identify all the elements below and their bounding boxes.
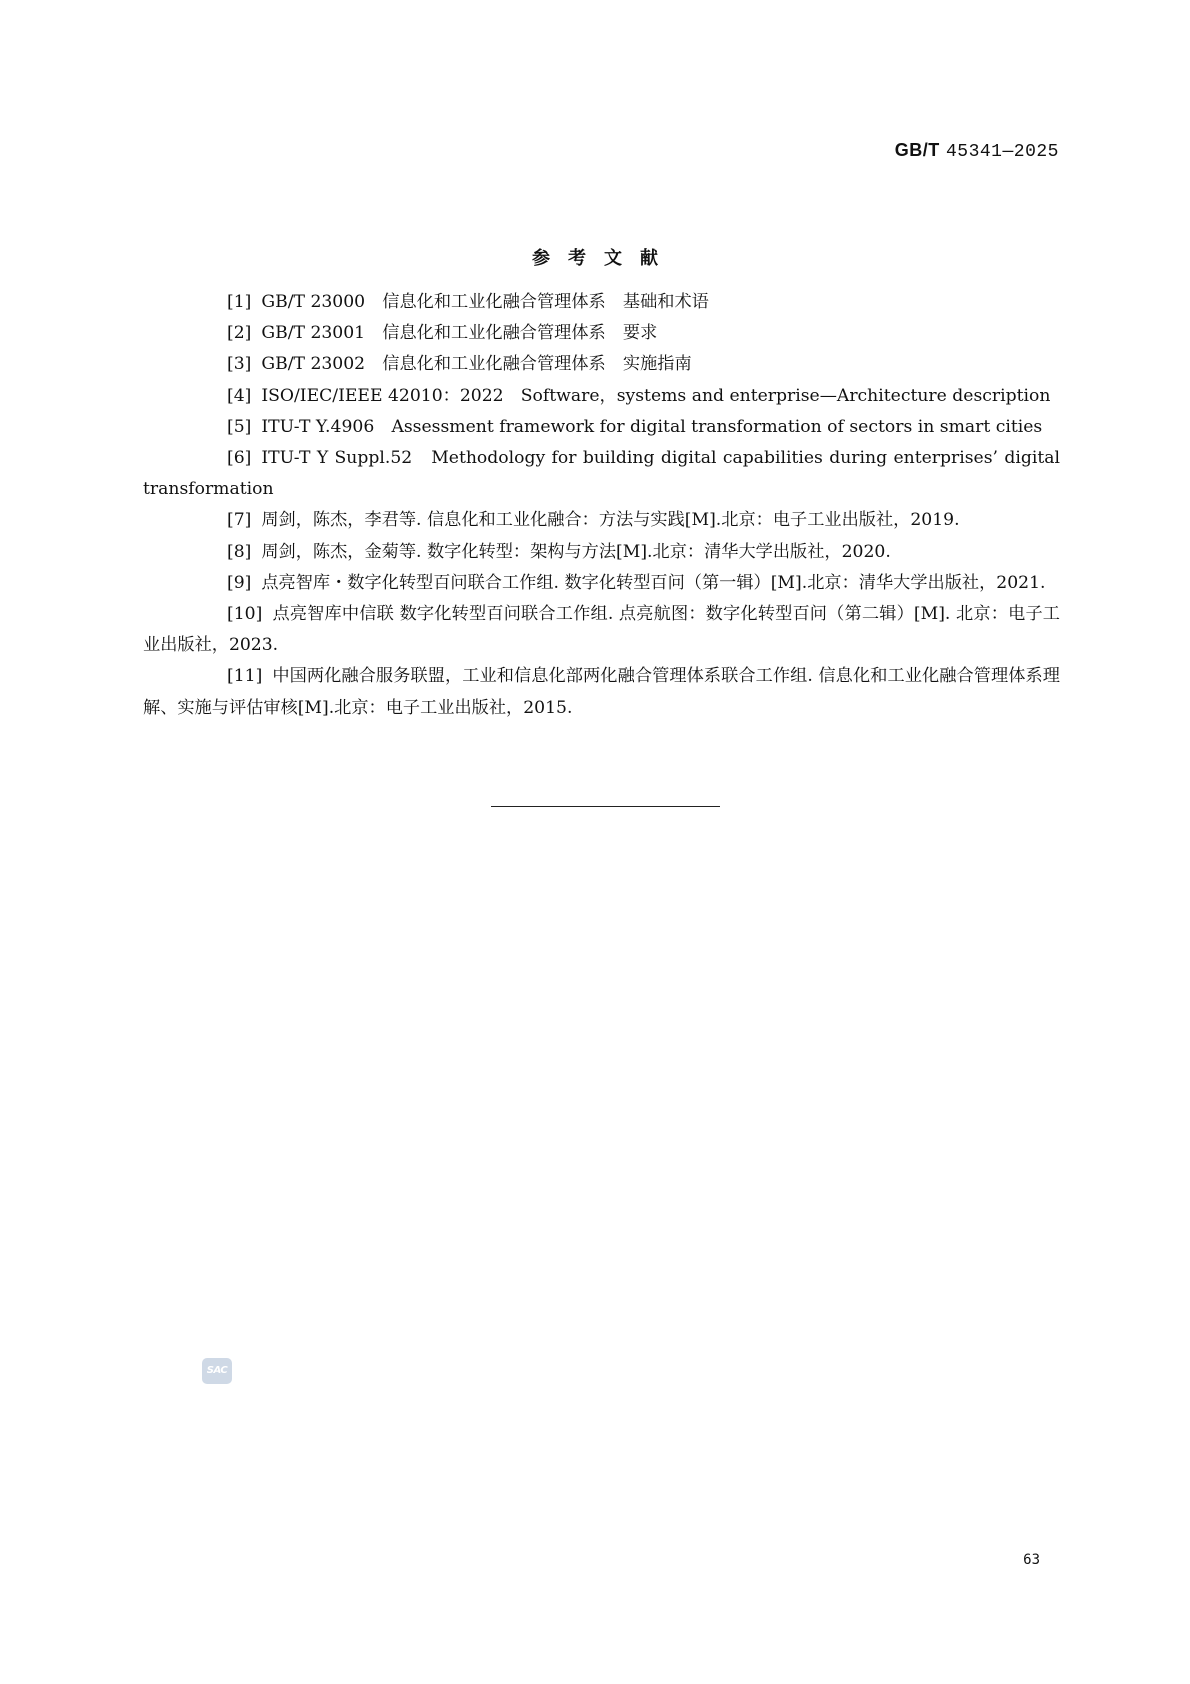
reference-text: 中国两化融合服务联盟，工业和信息化部两化融合管理体系联合工作组. 信息化和工业化融合管理体系理解、实施与评估审核[M].北京：电子工业出版社，2015. (143, 666, 1060, 718)
reference-index: [3] (227, 354, 252, 375)
standard-code-header (895, 140, 1059, 162)
reference-item (143, 412, 1060, 443)
reference-item (143, 318, 1060, 349)
reference-index: [2] (227, 323, 252, 344)
end-divider (491, 806, 720, 807)
reference-text: 点亮智库・数字化转型百问联合工作组. 数字化转型百问（第一辑）[M].北京：清华大学出版社，2021. (261, 572, 1046, 593)
reference-text: ISO/IEC/IEEE 42010：2022 Software，systems and enterprise—Architecture description (261, 385, 1051, 406)
reference-text: ITU-T Y.4906 Assessment framework for digital transformation of sectors in smart cities (261, 416, 1043, 437)
reference-text: GB/T 23002 信息化和工业化融合管理体系 实施指南 (261, 354, 692, 375)
reference-index: [11] (227, 666, 263, 687)
standard-number: 45341—2025 (945, 142, 1059, 162)
reference-index: [1] (227, 292, 252, 312)
reference-index: [5] (227, 416, 252, 437)
reference-list (143, 287, 1060, 724)
sac-logo-icon (202, 1358, 232, 1384)
reference-item (143, 287, 1060, 318)
reference-index: [6] (227, 448, 252, 469)
reference-item (143, 568, 1060, 599)
sac-logo-text: SAC (206, 1365, 228, 1376)
reference-text: 周剑，陈杰，李君等. 信息化和工业化融合：方法与实践[M].北京：电子工业出版社，2019. (261, 510, 960, 531)
reference-index: [10] (227, 604, 263, 625)
reference-text: GB/T 23001 信息化和工业化融合管理体系 要求 (261, 323, 658, 344)
reference-item (143, 443, 1060, 505)
reference-text: GB/T 23000 信息化和工业化融合管理体系 基础和术语 (261, 292, 709, 312)
reference-text: 点亮智库中信联 数字化转型百问联合工作组. 点亮航图：数字化转型百问（第二辑）[M]. 北京：电子工业出版社，2023. (143, 604, 1060, 656)
reference-index: [9] (227, 572, 252, 593)
reference-text: 周剑，陈杰，金菊等. 数字化转型：架构与方法[M].北京：清华大学出版社，2020. (261, 541, 891, 562)
reference-index: [8] (227, 541, 252, 562)
section-title: 参考文献 (532, 248, 676, 269)
reference-item (143, 537, 1060, 568)
page-number: 63 (1023, 1552, 1040, 1568)
reference-index: [7] (227, 510, 252, 531)
reference-text: ITU-T Y Suppl.52 Methodology for building digital capabilities during enterprises’ digital transformation (143, 448, 1060, 500)
reference-item (143, 661, 1060, 723)
reference-index: [4] (227, 385, 252, 406)
reference-item (143, 349, 1060, 380)
reference-item (143, 381, 1060, 412)
reference-item (143, 505, 1060, 536)
reference-item (143, 599, 1060, 661)
standard-prefix: GB/T (894, 140, 940, 160)
